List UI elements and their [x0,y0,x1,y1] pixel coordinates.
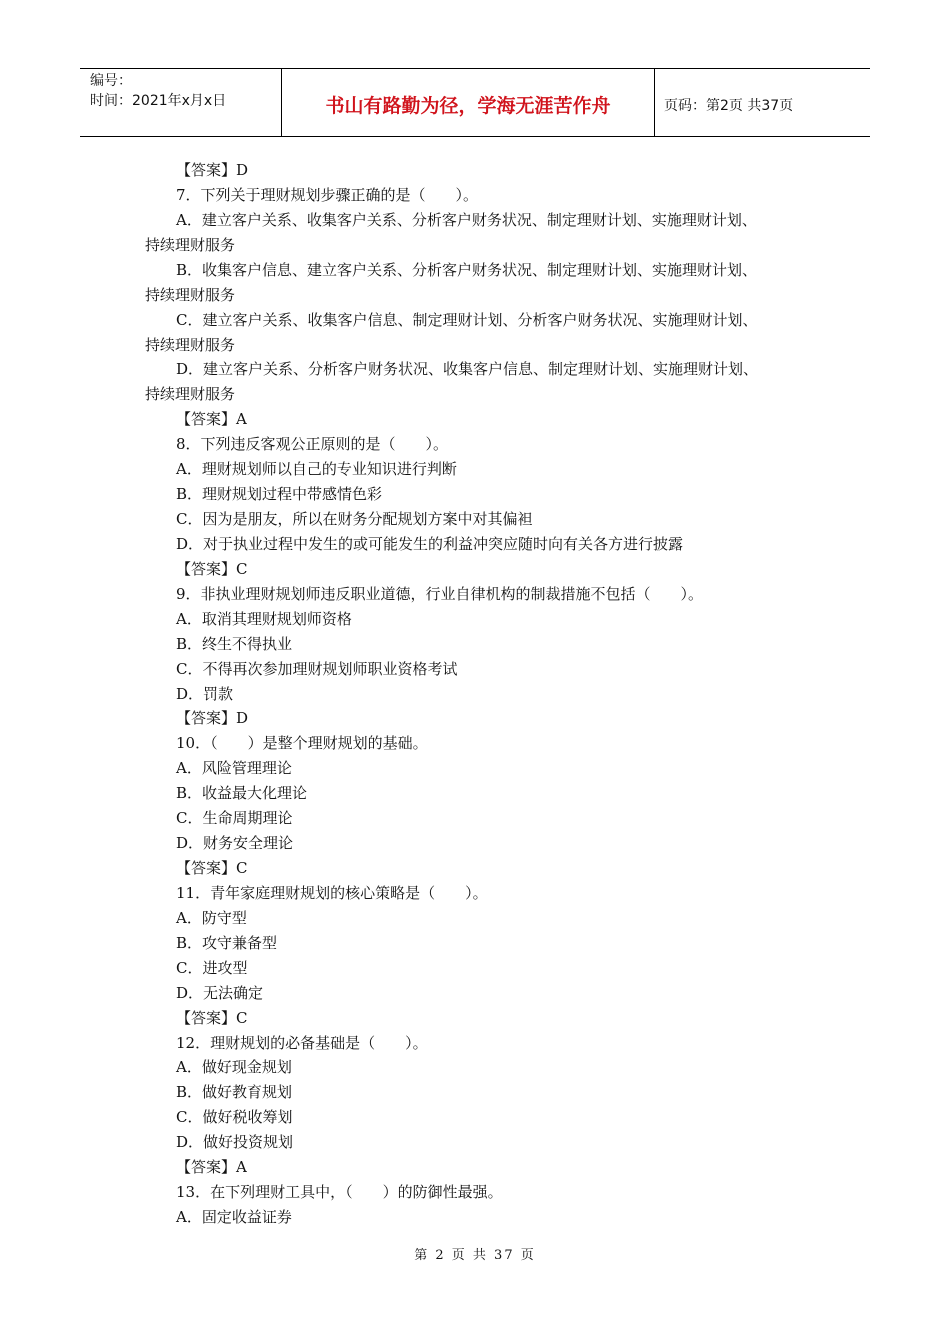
option-line: D．做好投资规划 [176,1133,294,1152]
option-line: A．理财规划师以自己的专业知识进行判断 [176,460,457,479]
option-line: C．因为是朋友，所以在财务分配规划方案中对其偏袒 [176,510,533,529]
option-line: C．进攻型 [176,958,248,977]
question-line: 11．青年家庭理财规划的核心策略是（ ）。 [176,883,488,902]
option-line: B．终生不得执业 [176,634,293,653]
option-line: B．攻守兼备型 [176,933,278,952]
continuation-line: 持续理财服务 [145,335,236,354]
option-line: B．做好教育规划 [176,1083,293,1102]
option-line: A．固定收益证券 [176,1208,292,1227]
header-meta-cell [80,69,282,136]
header-page-info: 页码：第2页 共37页 [664,97,794,114]
answer-line: 【答案】A [176,1158,247,1177]
question-line: 10．（ ）是整个理财规划的基础。 [176,734,428,753]
option-line: C．做好税收筹划 [176,1108,293,1127]
answer-line: 【答案】C [176,559,248,578]
question-line: 13．在下列理财工具中，（ ）的防御性最强。 [176,1183,503,1202]
option-line: B．收集客户信息、建立客户关系、分析客户财务状况、制定理财计划、实施理财计划、 [176,260,758,279]
page-header [80,68,870,137]
document-time-label: 时间：2021年x月x日 [90,93,227,109]
option-line: A．做好现金规划 [176,1058,292,1077]
answer-line: 【答案】D [176,709,249,728]
answer-line: 【答案】D [176,161,249,179]
option-line: A．防守型 [176,908,247,927]
continuation-line: 持续理财服务 [145,385,236,404]
option-line: B．理财规划过程中带感情色彩 [176,485,383,504]
answer-line: 【答案】C [176,1008,248,1027]
answer-line: 【答案】A [176,410,247,429]
question-line: 7．下列关于理财规划步骤正确的是（ ）。 [176,185,479,204]
option-line: C．生命周期理论 [176,809,293,828]
option-line: C．不得再次参加理财规划师职业资格考试 [176,659,458,678]
option-line: A．风险管理理论 [176,759,292,778]
header-page-cell [655,69,870,136]
page-footer: 第 2 页 共 37 页 [414,1248,536,1263]
header-motto-cell [282,69,655,136]
continuation-line: 持续理财服务 [145,285,236,304]
option-line: D．无法确定 [176,983,264,1002]
document-number-label: 编号： [90,73,132,89]
question-line: 12．理财规划的必备基础是（ ）。 [176,1033,428,1052]
question-line: 9．非执业理财规划师违反职业道德，行业自律机构的制裁措施不包括（ ）。 [176,584,704,603]
header-motto: 书山有路勤为径，学海无涯苦作舟 [325,95,611,117]
option-line: A．建立客户关系、收集客户关系、分析客户财务状况、制定理财计划、实施理财计划、 [176,210,757,229]
option-line: D．财务安全理论 [176,834,294,853]
option-line: D．对于执业过程中发生的或可能发生的利益冲突应随时向有关各方进行披露 [176,534,684,553]
option-line: B．收益最大化理论 [176,784,308,803]
option-line: D．建立客户关系、分析客户财务状况、收集客户信息、制定理财计划、实施理财计划、 [176,360,759,379]
option-line: C．建立客户关系、收集客户信息、制定理财计划、分析客户财务状况、实施理财计划、 [176,310,758,329]
option-line: D．罚款 [176,684,234,703]
answer-line: 【答案】C [176,859,248,878]
question-line: 8．下列违反客观公正原则的是（ ）。 [176,435,449,454]
continuation-line: 持续理财服务 [145,235,236,254]
option-line: A．取消其理财规划师资格 [176,609,352,628]
